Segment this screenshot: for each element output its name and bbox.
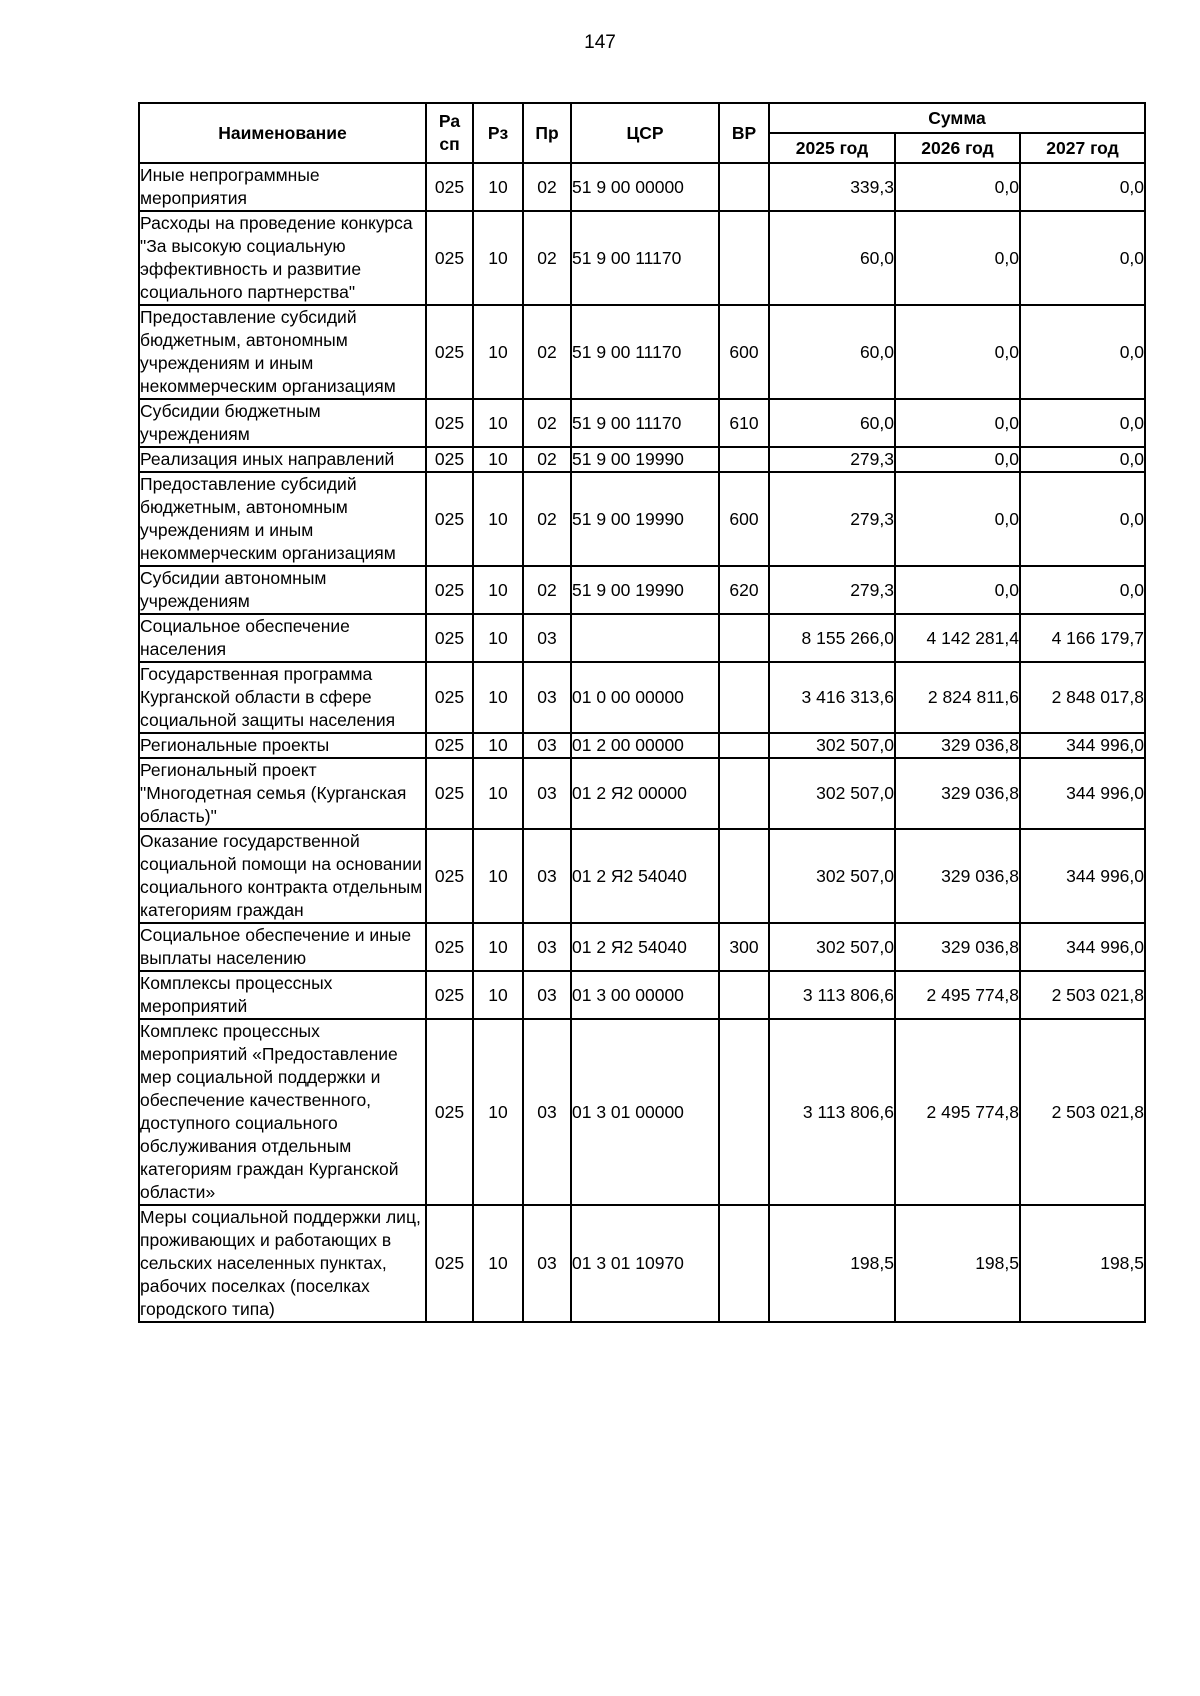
cell-pr: 03 bbox=[523, 1019, 571, 1205]
cell-rasp: 025 bbox=[426, 211, 473, 305]
cell-vr bbox=[719, 447, 769, 472]
cell-2027: 198,5 bbox=[1020, 1205, 1145, 1322]
cell-2025: 60,0 bbox=[769, 305, 895, 399]
cell-pr: 03 bbox=[523, 662, 571, 733]
cell-csr: 51 9 00 11170 bbox=[571, 305, 719, 399]
table-row bbox=[139, 1205, 1145, 1322]
cell-rz: 10 bbox=[473, 971, 523, 1019]
cell-2027: 344 996,0 bbox=[1020, 733, 1145, 758]
cell-2027: 0,0 bbox=[1020, 566, 1145, 614]
cell-2025: 3 416 313,6 bbox=[769, 662, 895, 733]
cell-2025: 60,0 bbox=[769, 399, 895, 447]
cell-csr: 01 2 Я2 54040 bbox=[571, 923, 719, 971]
cell-rz: 10 bbox=[473, 1019, 523, 1205]
cell-2026: 0,0 bbox=[895, 447, 1020, 472]
table-row bbox=[139, 758, 1145, 829]
cell-2025: 60,0 bbox=[769, 211, 895, 305]
cell-rasp: 025 bbox=[426, 305, 473, 399]
cell-2025: 279,3 bbox=[769, 472, 895, 566]
table-row bbox=[139, 447, 1145, 472]
cell-name: Реализация иных направлений bbox=[139, 447, 426, 472]
cell-2025: 302 507,0 bbox=[769, 758, 895, 829]
cell-2027: 0,0 bbox=[1020, 472, 1145, 566]
cell-pr: 03 bbox=[523, 923, 571, 971]
cell-vr bbox=[719, 758, 769, 829]
cell-csr: 51 9 00 19990 bbox=[571, 447, 719, 472]
cell-name: Социальное обеспечение и иные выплаты населению bbox=[139, 923, 426, 971]
table-row bbox=[139, 305, 1145, 399]
cell-csr: 01 0 00 00000 bbox=[571, 662, 719, 733]
cell-2027: 2 848 017,8 bbox=[1020, 662, 1145, 733]
cell-2027: 344 996,0 bbox=[1020, 923, 1145, 971]
table-row bbox=[139, 923, 1145, 971]
cell-vr bbox=[719, 971, 769, 1019]
cell-2025: 302 507,0 bbox=[769, 733, 895, 758]
cell-name: Региональный проект "Многодетная семья (Курганская область)" bbox=[139, 758, 426, 829]
cell-rz: 10 bbox=[473, 733, 523, 758]
header-rasp: Ра сп bbox=[426, 103, 473, 163]
cell-pr: 03 bbox=[523, 829, 571, 923]
cell-csr: 01 2 00 00000 bbox=[571, 733, 719, 758]
cell-rasp: 025 bbox=[426, 829, 473, 923]
header-pr: Пр bbox=[523, 103, 571, 163]
cell-vr bbox=[719, 211, 769, 305]
cell-rz: 10 bbox=[473, 399, 523, 447]
table-row bbox=[139, 566, 1145, 614]
cell-2026: 198,5 bbox=[895, 1205, 1020, 1322]
cell-name: Комплекс процессных мероприятий «Предоставление мер социальной поддержки и обеспечение качественного, доступного социального обслуживания отдельным категориям граждан Курганской области» bbox=[139, 1019, 426, 1205]
cell-name: Предоставление субсидий бюджетным, автономным учреждениям и иным некоммерческим организациям bbox=[139, 472, 426, 566]
table-row bbox=[139, 971, 1145, 1019]
cell-rasp: 025 bbox=[426, 971, 473, 1019]
cell-csr: 51 9 00 19990 bbox=[571, 566, 719, 614]
cell-2027: 0,0 bbox=[1020, 399, 1145, 447]
cell-vr: 600 bbox=[719, 305, 769, 399]
cell-2027: 2 503 021,8 bbox=[1020, 1019, 1145, 1205]
cell-rasp: 025 bbox=[426, 566, 473, 614]
cell-csr: 51 9 00 19990 bbox=[571, 472, 719, 566]
cell-2025: 339,3 bbox=[769, 163, 895, 211]
cell-pr: 02 bbox=[523, 211, 571, 305]
cell-pr: 02 bbox=[523, 305, 571, 399]
cell-2027: 0,0 bbox=[1020, 305, 1145, 399]
cell-2026: 0,0 bbox=[895, 472, 1020, 566]
header-name: Наименование bbox=[139, 103, 426, 163]
cell-csr: 51 9 00 00000 bbox=[571, 163, 719, 211]
cell-vr bbox=[719, 733, 769, 758]
cell-vr bbox=[719, 1205, 769, 1322]
cell-name: Предоставление субсидий бюджетным, автономным учреждениям и иным некоммерческим организациям bbox=[139, 305, 426, 399]
cell-vr: 600 bbox=[719, 472, 769, 566]
table-row bbox=[139, 163, 1145, 211]
cell-2027: 0,0 bbox=[1020, 447, 1145, 472]
cell-rasp: 025 bbox=[426, 472, 473, 566]
table-row bbox=[139, 662, 1145, 733]
cell-rasp: 025 bbox=[426, 733, 473, 758]
budget-table bbox=[138, 102, 1146, 1323]
cell-name: Региональные проекты bbox=[139, 733, 426, 758]
cell-rz: 10 bbox=[473, 1205, 523, 1322]
table-row bbox=[139, 733, 1145, 758]
cell-pr: 02 bbox=[523, 163, 571, 211]
cell-vr bbox=[719, 614, 769, 662]
cell-rasp: 025 bbox=[426, 758, 473, 829]
cell-2025: 302 507,0 bbox=[769, 923, 895, 971]
cell-name: Субсидии бюджетным учреждениям bbox=[139, 399, 426, 447]
cell-2027: 344 996,0 bbox=[1020, 829, 1145, 923]
cell-vr: 620 bbox=[719, 566, 769, 614]
cell-2027: 4 166 179,7 bbox=[1020, 614, 1145, 662]
header-year-2026: 2026 год bbox=[895, 133, 1020, 163]
cell-vr: 610 bbox=[719, 399, 769, 447]
cell-2027: 2 503 021,8 bbox=[1020, 971, 1145, 1019]
table-row bbox=[139, 1019, 1145, 1205]
cell-rasp: 025 bbox=[426, 399, 473, 447]
cell-rz: 10 bbox=[473, 923, 523, 971]
cell-pr: 03 bbox=[523, 758, 571, 829]
cell-name: Расходы на проведение конкурса "За высокую социальную эффективность и развитие социального партнерства" bbox=[139, 211, 426, 305]
cell-2026: 2 495 774,8 bbox=[895, 971, 1020, 1019]
header-sum: Сумма bbox=[769, 103, 1145, 133]
cell-2025: 8 155 266,0 bbox=[769, 614, 895, 662]
cell-rz: 10 bbox=[473, 305, 523, 399]
header-year-2025: 2025 год bbox=[769, 133, 895, 163]
header-year-2027: 2027 год bbox=[1020, 133, 1145, 163]
cell-2026: 0,0 bbox=[895, 163, 1020, 211]
cell-rz: 10 bbox=[473, 447, 523, 472]
cell-rz: 10 bbox=[473, 662, 523, 733]
cell-name: Субсидии автономным учреждениям bbox=[139, 566, 426, 614]
cell-2026: 0,0 bbox=[895, 399, 1020, 447]
cell-pr: 03 bbox=[523, 614, 571, 662]
cell-pr: 03 bbox=[523, 971, 571, 1019]
cell-vr bbox=[719, 1019, 769, 1205]
cell-2026: 0,0 bbox=[895, 211, 1020, 305]
cell-rz: 10 bbox=[473, 758, 523, 829]
cell-2027: 0,0 bbox=[1020, 211, 1145, 305]
table-row bbox=[139, 211, 1145, 305]
cell-2027: 344 996,0 bbox=[1020, 758, 1145, 829]
cell-csr: 51 9 00 11170 bbox=[571, 399, 719, 447]
table-row bbox=[139, 472, 1145, 566]
cell-csr: 01 2 Я2 00000 bbox=[571, 758, 719, 829]
table-row bbox=[139, 399, 1145, 447]
cell-name: Государственная программа Курганской области в сфере социальной защиты населения bbox=[139, 662, 426, 733]
cell-name: Оказание государственной социальной помощи на основании социального контракта отдельным категориям граждан bbox=[139, 829, 426, 923]
cell-2025: 279,3 bbox=[769, 566, 895, 614]
cell-2026: 329 036,8 bbox=[895, 923, 1020, 971]
cell-2026: 329 036,8 bbox=[895, 758, 1020, 829]
cell-pr: 03 bbox=[523, 733, 571, 758]
table-row bbox=[139, 829, 1145, 923]
cell-2026: 2 495 774,8 bbox=[895, 1019, 1020, 1205]
cell-2025: 198,5 bbox=[769, 1205, 895, 1322]
cell-csr: 01 2 Я2 54040 bbox=[571, 829, 719, 923]
cell-rasp: 025 bbox=[426, 163, 473, 211]
cell-2026: 0,0 bbox=[895, 305, 1020, 399]
header-row bbox=[139, 103, 1145, 133]
header-vr: ВР bbox=[719, 103, 769, 163]
cell-csr: 01 3 01 10970 bbox=[571, 1205, 719, 1322]
cell-csr: 01 3 00 00000 bbox=[571, 971, 719, 1019]
cell-rasp: 025 bbox=[426, 923, 473, 971]
cell-rasp: 025 bbox=[426, 614, 473, 662]
cell-vr: 300 bbox=[719, 923, 769, 971]
cell-2025: 3 113 806,6 bbox=[769, 1019, 895, 1205]
cell-name: Социальное обеспечение населения bbox=[139, 614, 426, 662]
cell-rz: 10 bbox=[473, 566, 523, 614]
cell-rz: 10 bbox=[473, 614, 523, 662]
cell-pr: 02 bbox=[523, 447, 571, 472]
cell-pr: 02 bbox=[523, 399, 571, 447]
cell-2025: 279,3 bbox=[769, 447, 895, 472]
cell-2026: 0,0 bbox=[895, 566, 1020, 614]
cell-pr: 02 bbox=[523, 566, 571, 614]
cell-rz: 10 bbox=[473, 472, 523, 566]
header-rz: Рз bbox=[473, 103, 523, 163]
table-row bbox=[139, 614, 1145, 662]
cell-vr bbox=[719, 163, 769, 211]
cell-rasp: 025 bbox=[426, 1019, 473, 1205]
cell-name: Комплексы процессных мероприятий bbox=[139, 971, 426, 1019]
cell-2025: 302 507,0 bbox=[769, 829, 895, 923]
cell-rasp: 025 bbox=[426, 1205, 473, 1322]
cell-name: Иные непрограммные мероприятия bbox=[139, 163, 426, 211]
cell-2026: 4 142 281,4 bbox=[895, 614, 1020, 662]
cell-pr: 02 bbox=[523, 472, 571, 566]
cell-rz: 10 bbox=[473, 163, 523, 211]
page-number: 147 bbox=[584, 32, 616, 53]
cell-2027: 0,0 bbox=[1020, 163, 1145, 211]
cell-2026: 329 036,8 bbox=[895, 829, 1020, 923]
cell-rz: 10 bbox=[473, 211, 523, 305]
cell-rasp: 025 bbox=[426, 447, 473, 472]
cell-rz: 10 bbox=[473, 829, 523, 923]
cell-vr bbox=[719, 829, 769, 923]
header-csr: ЦСР bbox=[571, 103, 719, 163]
cell-csr: 51 9 00 11170 bbox=[571, 211, 719, 305]
cell-pr: 03 bbox=[523, 1205, 571, 1322]
cell-2026: 329 036,8 bbox=[895, 733, 1020, 758]
cell-name: Меры социальной поддержки лиц, проживающих и работающих в сельских населенных пунктах, рабочих поселках (поселках городского типа) bbox=[139, 1205, 426, 1322]
cell-csr bbox=[571, 614, 719, 662]
cell-vr bbox=[719, 662, 769, 733]
cell-csr: 01 3 01 00000 bbox=[571, 1019, 719, 1205]
cell-rasp: 025 bbox=[426, 662, 473, 733]
cell-2025: 3 113 806,6 bbox=[769, 971, 895, 1019]
cell-2026: 2 824 811,6 bbox=[895, 662, 1020, 733]
